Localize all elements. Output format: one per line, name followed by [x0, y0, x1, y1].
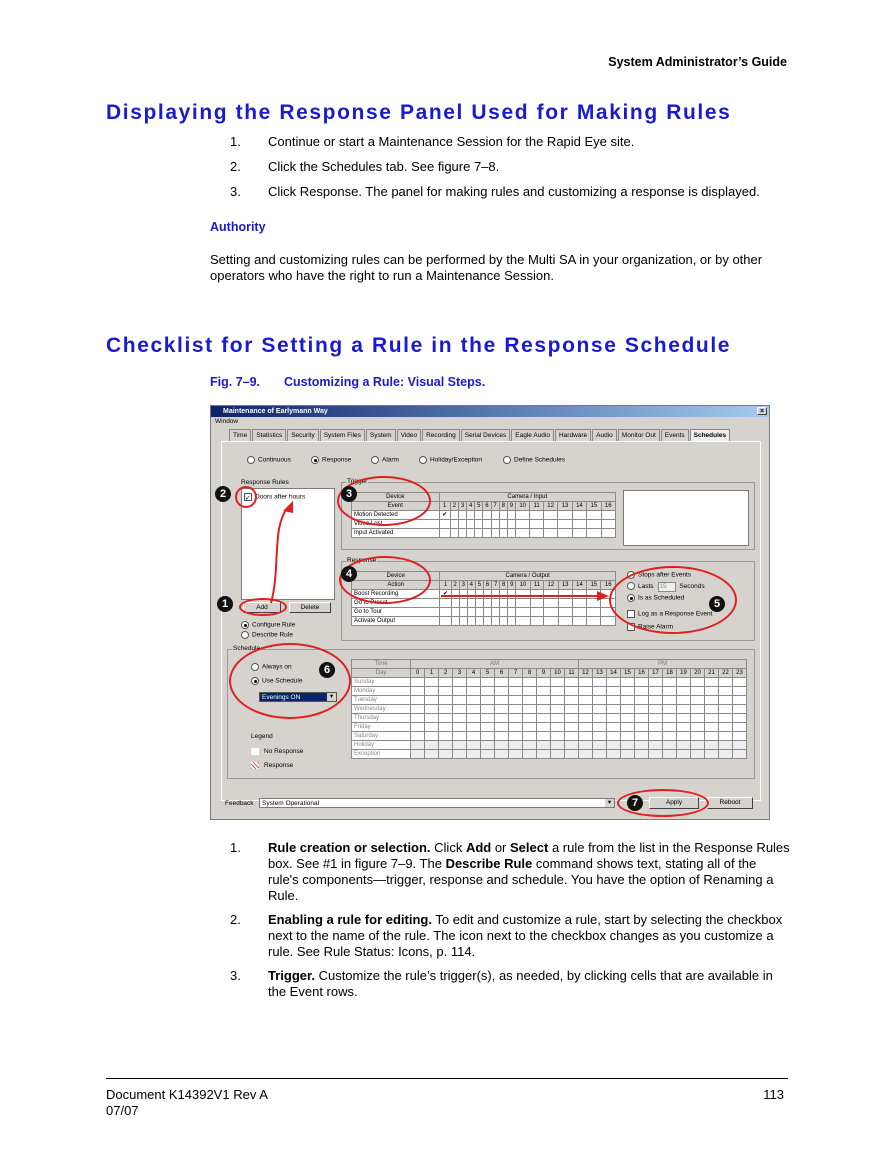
- grid-header-cell: 20: [691, 669, 705, 678]
- arrowhead: [283, 501, 293, 513]
- grid-header-cell: 9: [537, 669, 551, 678]
- section-title-checklist: Checklist for Setting a Rule in the Response Schedule: [106, 334, 732, 357]
- grid-header-cell: 10: [516, 581, 530, 590]
- grid-header-cell: 3: [453, 669, 467, 678]
- grid-header-cell: 21: [705, 669, 719, 678]
- grid-header-cell: 1: [425, 669, 439, 678]
- chevron-down-icon[interactable]: ▾: [327, 693, 336, 701]
- callout-badge-7: 7: [627, 795, 643, 811]
- grid-header-cell: 0: [411, 669, 425, 678]
- schedule-select[interactable]: Evenings ON ▾: [259, 692, 337, 702]
- rule-checkbox[interactable]: ✓: [245, 495, 251, 502]
- callout-badge-5: 5: [709, 596, 725, 612]
- response-rules-label: Response Rules: [241, 479, 289, 486]
- grid-header-cell: 8: [499, 502, 507, 511]
- window-title: Maintenance of Earlymann Way: [223, 408, 328, 415]
- page-number: 113: [763, 1087, 784, 1102]
- grid-header-cell: 13: [593, 669, 607, 678]
- tab-hardware[interactable]: Hardware: [555, 429, 591, 441]
- tab-audio[interactable]: Audio: [592, 429, 617, 441]
- grid-header-cell: 13: [558, 502, 572, 511]
- grid-header-cell: 6: [483, 581, 491, 590]
- footer-divider: [106, 1078, 788, 1079]
- reboot-button[interactable]: Reboot: [707, 797, 753, 809]
- mode-alarm[interactable]: Alarm: [371, 456, 399, 464]
- grid-header-cell: 4: [467, 581, 475, 590]
- list-item: 1. Rule creation or selection. Click Add or Select a rule from the list in the Response Rules box. See #1 in figure 7–9. The Describe Rule command shows text, stating all of the rule's components—trigger, response and schedule. You have the option of Renaming a Rule.: [230, 840, 790, 903]
- raise-alarm-checkbox[interactable]: Raise Alarm: [627, 623, 673, 631]
- grid-header-cell: 2: [451, 581, 459, 590]
- tab-statistics[interactable]: Statistics: [252, 429, 286, 441]
- figure-screenshot: [210, 405, 770, 820]
- list-item: 3. Trigger. Customize the rule’s trigger(s), as needed, by clicking cells that are available in the Event rows.: [230, 968, 773, 999]
- grid-header-cell: 11: [530, 502, 544, 511]
- lasts-input[interactable]: 15: [658, 582, 676, 592]
- arrowhead: [597, 591, 609, 601]
- grid-cell[interactable]: ✔: [439, 511, 450, 520]
- mode-response[interactable]: Response: [311, 456, 351, 464]
- delete-button[interactable]: Delete: [289, 602, 331, 613]
- apply-button[interactable]: Apply: [649, 797, 699, 809]
- grid-header-cell: 6: [483, 502, 491, 511]
- grid-header-cell: 11: [565, 669, 579, 678]
- close-icon[interactable]: ×: [757, 407, 767, 415]
- lasts-radio[interactable]: Lasts 15 Seconds: [627, 582, 705, 592]
- grid-header-cell: 9: [508, 581, 516, 590]
- tab-video[interactable]: Video: [397, 429, 422, 441]
- grid-header-cell: 3: [459, 581, 467, 590]
- list-item: 1. Continue or start a Maintenance Session for the Rapid Eye site.: [230, 134, 635, 149]
- figure-caption: Fig. 7–9. Customizing a Rule: Visual Steps.: [210, 375, 486, 389]
- footer-doc: Document K14392V1 Rev A 07/07: [106, 1087, 268, 1118]
- authority-heading: Authority: [210, 220, 266, 234]
- tab-schedules[interactable]: Schedules: [690, 429, 731, 441]
- grid-cell[interactable]: ✔: [440, 590, 451, 599]
- grid-header-cell: 15: [587, 502, 601, 511]
- list-item: 2. Click the Schedules tab. See figure 7–8.: [230, 159, 500, 174]
- grid-header-cell: 22: [719, 669, 733, 678]
- grid-header-cell: 14: [572, 581, 586, 590]
- grid-header-cell: 10: [551, 669, 565, 678]
- grid-header-cell: 5: [475, 581, 483, 590]
- response-grid[interactable]: Device Camera / Output Action 1 2 3 4 5 6 7 8 9 10 11 12 13 14 15 16 Boost Recording ✔ Go to Preset Go to Tour Activate Output: [351, 571, 616, 626]
- callout-badge-1: 1: [217, 596, 233, 612]
- grid-header-cell: 11: [530, 581, 543, 590]
- tab-system-files[interactable]: System Files: [320, 429, 365, 441]
- list-item: 2. Enabling a rule for editing. To edit and customize a rule, start by selecting the checkbox next to the name of the rule. The icon next to the checkbox changes as you customize a rule. See Rule Status: Icons, p. 114.: [230, 912, 783, 959]
- grid-header-cell: 10: [515, 502, 529, 511]
- mode-continuous[interactable]: Continuous: [247, 456, 291, 464]
- tab-serial-devices[interactable]: Serial Devices: [461, 429, 511, 441]
- callout-badge-2: 2: [215, 486, 231, 502]
- legend-response: Response: [251, 762, 293, 769]
- grid-header-cell: 2: [439, 669, 453, 678]
- tab-events[interactable]: Events: [661, 429, 689, 441]
- mode-holiday-exception[interactable]: Holiday/Exception: [419, 456, 482, 464]
- grid-header-cell: 16: [601, 502, 615, 511]
- grid-header-cell: 9: [507, 502, 515, 511]
- grid-header-cell: 12: [543, 502, 557, 511]
- tab-system[interactable]: System: [366, 429, 396, 441]
- schedule-grid[interactable]: Time AM PM Day 0 1 2 3 4 5 6 7 8 9 10 11 12 13 14 15 16 17 18 19 20 21 22 23 Sunday Monday Tuesday Wednesday Thursday Friday Saturday Holiday Exception: [351, 659, 747, 759]
- menu-window[interactable]: Window: [215, 418, 239, 425]
- schedule-group: Schedule: [227, 649, 755, 779]
- grid-header-cell: 7: [509, 669, 523, 678]
- list-item: 3. Click Response. The panel for making rules and customizing a response is displayed.: [230, 184, 760, 199]
- grid-header-cell: 6: [495, 669, 509, 678]
- grid-header-cell: 14: [607, 669, 621, 678]
- checklist: [210, 840, 790, 1009]
- running-header: System Administrator’s Guide: [608, 55, 787, 69]
- callout-badge-3: 3: [341, 486, 357, 502]
- add-button[interactable]: Add: [243, 602, 281, 613]
- always-on-radio[interactable]: Always on: [251, 663, 292, 671]
- grid-header-cell: 19: [677, 669, 691, 678]
- chevron-down-icon[interactable]: ▾: [605, 799, 614, 807]
- tab-security[interactable]: Security: [287, 429, 318, 441]
- callout-badge-4: 4: [341, 566, 357, 582]
- trigger-grid[interactable]: Device Camera / Input Event 1 2 3 4 5 6 7 8 9 10 11 12 13 14 15 16 Motion Detected ✔ Video Lost Input Activated: [351, 492, 616, 538]
- legend-no-response: No Response: [251, 748, 303, 755]
- rule-item[interactable]: ✓ Doors after hours: [245, 493, 306, 502]
- grid-header-cell: 16: [601, 581, 616, 590]
- grid-header-cell: 12: [544, 581, 558, 590]
- response-group: Response: [341, 561, 755, 641]
- grid-header-cell: 7: [492, 581, 500, 590]
- grid-header-cell: 5: [475, 502, 483, 511]
- grid-header-cell: 7: [491, 502, 499, 511]
- callout-badge-6: 6: [319, 662, 335, 678]
- grid-header-cell: 13: [558, 581, 572, 590]
- grid-header-cell: 3: [458, 502, 466, 511]
- is-as-scheduled-radio[interactable]: Is as Scheduled: [627, 594, 684, 602]
- grid-header-cell: 4: [467, 669, 481, 678]
- steps-list: [210, 134, 795, 209]
- feedback-label: Feedback: [225, 800, 254, 807]
- log-response-checkbox[interactable]: Log as a Response Event: [627, 610, 712, 618]
- tab-time[interactable]: Time: [229, 429, 251, 441]
- grid-header-cell: 8: [500, 581, 508, 590]
- trigger-group: Trigger: [341, 482, 755, 550]
- tab-monitor-out[interactable]: Monitor Out: [618, 429, 660, 441]
- configure-rule-radio[interactable]: Configure Rule: [241, 621, 295, 629]
- grid-header-cell: 16: [635, 669, 649, 678]
- tab-eagle-audio[interactable]: Eagle Audio: [511, 429, 554, 441]
- grid-header-cell: 15: [621, 669, 635, 678]
- grid-header-cell: 12: [579, 669, 593, 678]
- authority-text: Setting and customizing rules can be performed by the Multi SA in your organization, or by other operators who have the right to run a Maintenance Session.: [210, 252, 763, 283]
- use-schedule-radio[interactable]: Use Schedule: [251, 677, 302, 685]
- legend-label: Legend: [251, 733, 273, 740]
- section-title-response-panel: Displaying the Response Panel Used for Making Rules: [106, 101, 732, 124]
- grid-header-cell: 17: [649, 669, 663, 678]
- describe-rule-radio[interactable]: Describe Rule: [241, 631, 293, 639]
- grid-header-cell: 1: [440, 581, 451, 590]
- grid-header-cell: 8: [523, 669, 537, 678]
- grid-header-cell: 15: [587, 581, 601, 590]
- feedback-field[interactable]: System Operational ▾: [259, 798, 615, 808]
- grid-header-cell: 5: [481, 669, 495, 678]
- grid-header-cell: 14: [572, 502, 586, 511]
- tab-recording[interactable]: Recording: [422, 429, 460, 441]
- grid-header-cell: 2: [450, 502, 458, 511]
- grid-header-cell: 1: [439, 502, 450, 511]
- mode-define-schedules[interactable]: Define Schedules: [503, 456, 565, 464]
- stops-after-events-radio[interactable]: Stops after Events: [627, 571, 691, 579]
- arrow-line: [271, 506, 289, 603]
- grid-header-cell: 18: [663, 669, 677, 678]
- grid-header-cell: 23: [733, 669, 747, 678]
- grid-header-cell: 4: [467, 502, 475, 511]
- annotation-arrows: [211, 406, 771, 821]
